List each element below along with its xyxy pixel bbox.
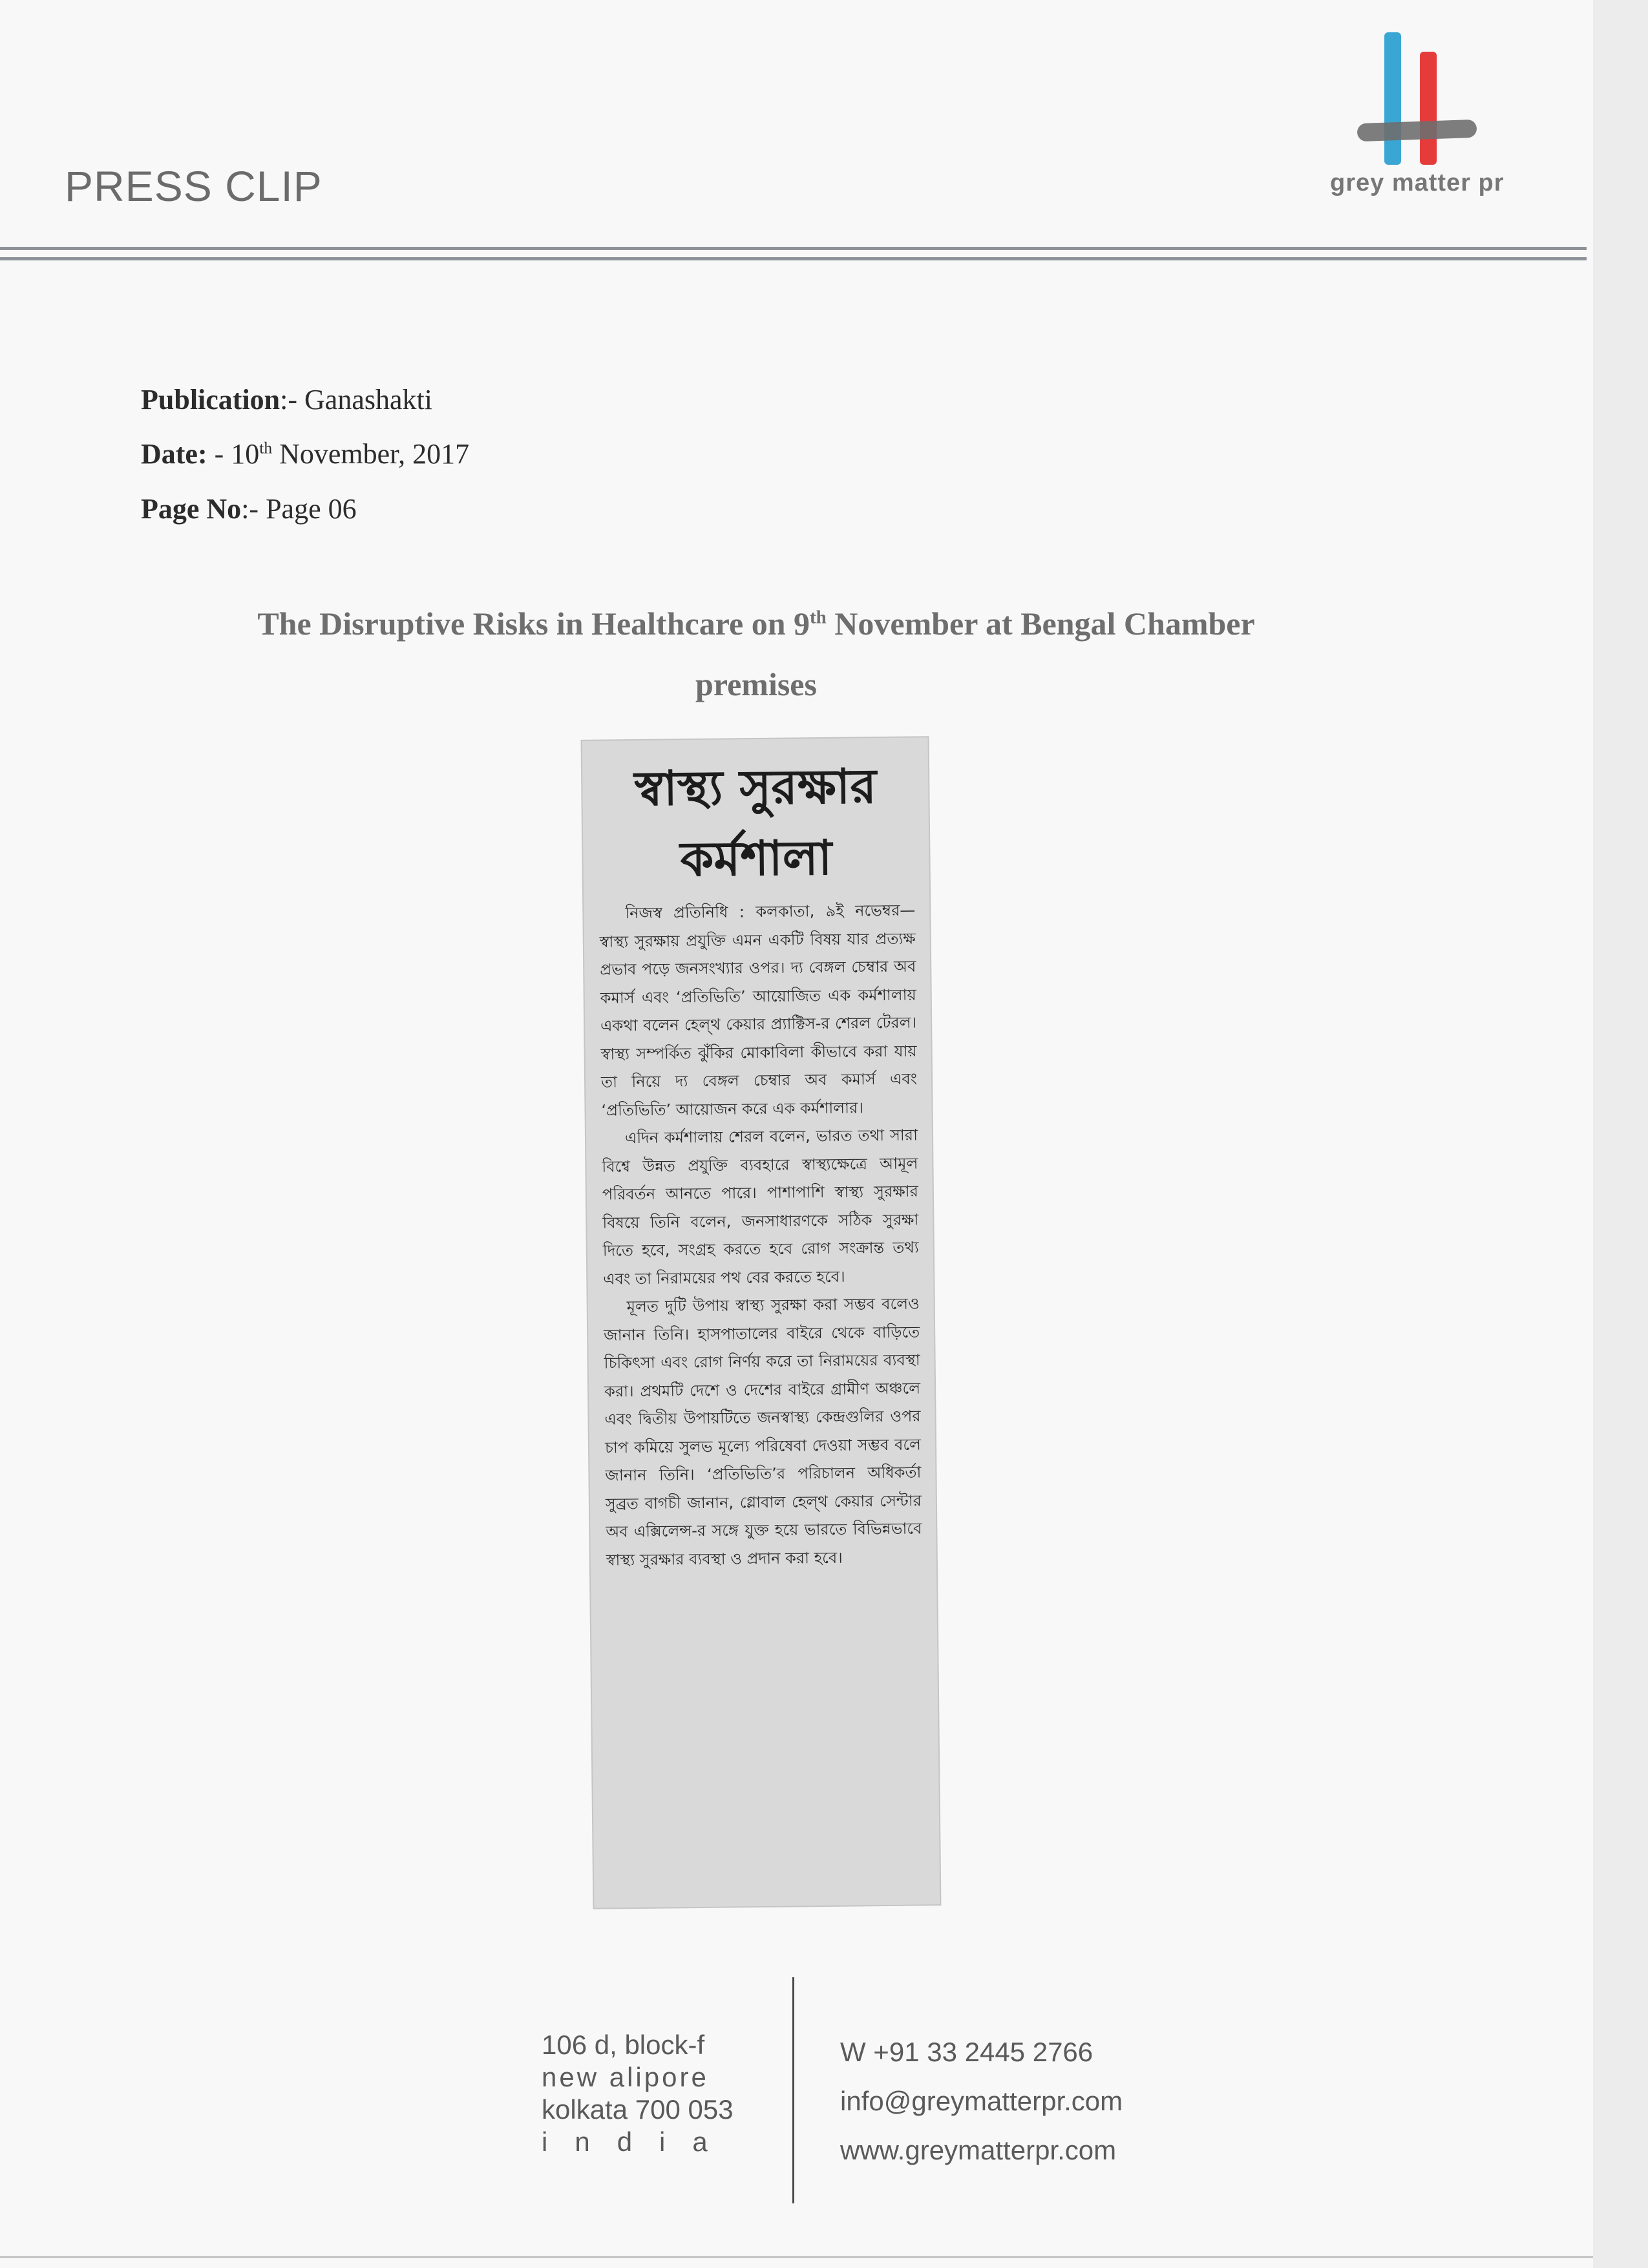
date-prefix: - 10 <box>207 438 260 470</box>
header-rule-bottom <box>0 257 1587 260</box>
footer-divider <box>792 1977 794 2203</box>
clipping-title <box>582 750 929 896</box>
contact-phone: W +91 33 2445 2766 <box>840 2037 1093 2067</box>
headline-line2: premises <box>695 666 817 702</box>
address-line-2: new alipore <box>542 2062 709 2092</box>
clipping-paragraph-2: এদিন কর্মশালায় শেরল বলেন, ভারত তথা সারা বিশ্বে উন্নত প্রযুক্তি ব্যবহারে স্বাস্থ্যক্ষেত্রে আমূল পরিবর্তন আনতে পারে। পাশাপাশি স্বাস্থ্য সুরক্ষার বিষয়ে তিনি বলেন, জনসাধারণকে সঠিক সুরক্ষা দিতে হবে, সংগ্রহ করতে হবে রোগ সংক্রান্ত তথ্য এবং তা নিরাময়ের পথ বের করতে হবে। <box>602 1126 919 1288</box>
clipping-title-line1: স্বাস্থ্য সুরক্ষার <box>634 759 877 817</box>
date-sup: th <box>259 438 273 457</box>
footer-contact <box>840 2028 1123 2175</box>
publication-label: Publication <box>141 384 280 415</box>
publication-value: :- Ganashakti <box>280 384 432 415</box>
date-label: Date: <box>141 438 207 470</box>
address-line-3: kolkata 700 053 <box>542 2094 734 2125</box>
newspaper-clipping <box>582 737 940 1908</box>
contact-website[interactable]: www.greymatterpr.com <box>840 2135 1117 2165</box>
publication-line <box>141 383 432 416</box>
logo-text: grey matter pr <box>1330 169 1505 196</box>
press-clip-label: PRESS CLIP <box>65 162 322 210</box>
address-line-4: india <box>542 2126 735 2157</box>
date-suffix: November, 2017 <box>272 438 470 470</box>
headline-post: November at Bengal Chamber <box>826 605 1255 642</box>
page-no-label: Page No <box>141 493 242 525</box>
bottom-rule <box>0 2256 1593 2258</box>
logo-grey-stroke <box>1357 120 1477 142</box>
page-no-line <box>141 492 357 525</box>
headline-sup: th <box>810 607 827 628</box>
header-rule-top <box>0 247 1587 250</box>
clipping-title-line2: কর্মশালা <box>680 830 832 888</box>
scan-edge <box>1593 0 1648 2268</box>
clip-headline <box>129 593 1383 715</box>
logo-red-bar <box>1420 52 1437 165</box>
logo-blue-bar <box>1384 32 1401 165</box>
grey-matter-logo <box>1325 26 1519 207</box>
footer-address <box>542 2029 735 2158</box>
date-line <box>141 437 469 470</box>
headline-pre: The Disruptive Risks in Healthcare on 9 <box>257 605 810 642</box>
clipping-paragraph-3: মূলত দুটি উপায় স্বাস্থ্য সুরক্ষা করা সম্ভব বলেও জানান তিনি। হাসপাতালের বাইরে থেকে বাড়িতে চিকিৎসা এবং রোগ নির্ণয় করে তা নিরাময়ের ব্যবস্থা করা। প্রথমটি দেশে ও দেশের বাইরে গ্রামীণ অঞ্চলে এবং দ্বিতীয় উপায়টিতে জনস্বাস্থ্য কেন্দ্রগুলির ওপর চাপ কমিয়ে সুলভ মূল্যে পরিষেবা দেওয়া সম্ভব বলে জানান তিনি। ‘প্রতিভিতি’র পরিচালন অধিকর্তা সুব্রত বাগচী জানান, গ্লোবাল হেল্‌থ কেয়ার সেন্টার অব এক্সিলেন্স-র সঙ্গে যুক্ত হয়ে ভারতে বিভিন্নভাবে স্বাস্থ্য সুরক্ষার ব্যবস্থা ও প্রদান করা হবে। <box>604 1294 922 1570</box>
page-no-value: :- Page 06 <box>241 493 357 525</box>
clipping-paragraph-1: নিজস্ব প্রতিনিধি : কলকাতা, ৯ই নভেম্বর— স্বাস্থ্য সুরক্ষায় প্রযুক্তি এমন একটি বিষয় যার প্রত্যক্ষ প্রভাব পড়ে জনসংখ্যার ওপর। দ্য বেঙ্গল চেম্বার অব কমার্স এবং ‘প্রতিভিতি’ আয়োজিত এক কর্মশালায় একথা বলেন হেল্‌থ কেয়ার প্র্যাক্টিস-র শেরল টেরল। স্বাস্থ্য সম্পর্কিত ঝুঁকির মোকাবিলা কীভাবে করা যায় তা নিয়ে দ্য বেঙ্গল চেম্বার অব কমার্স এবং ‘প্রতিভিতি’ আয়োজন করে এক কর্মশালার। <box>599 901 918 1120</box>
contact-email[interactable]: info@greymatterpr.com <box>840 2086 1123 2116</box>
address-line-1: 106 d, block-f <box>542 2030 705 2060</box>
clipping-body <box>599 896 922 1574</box>
